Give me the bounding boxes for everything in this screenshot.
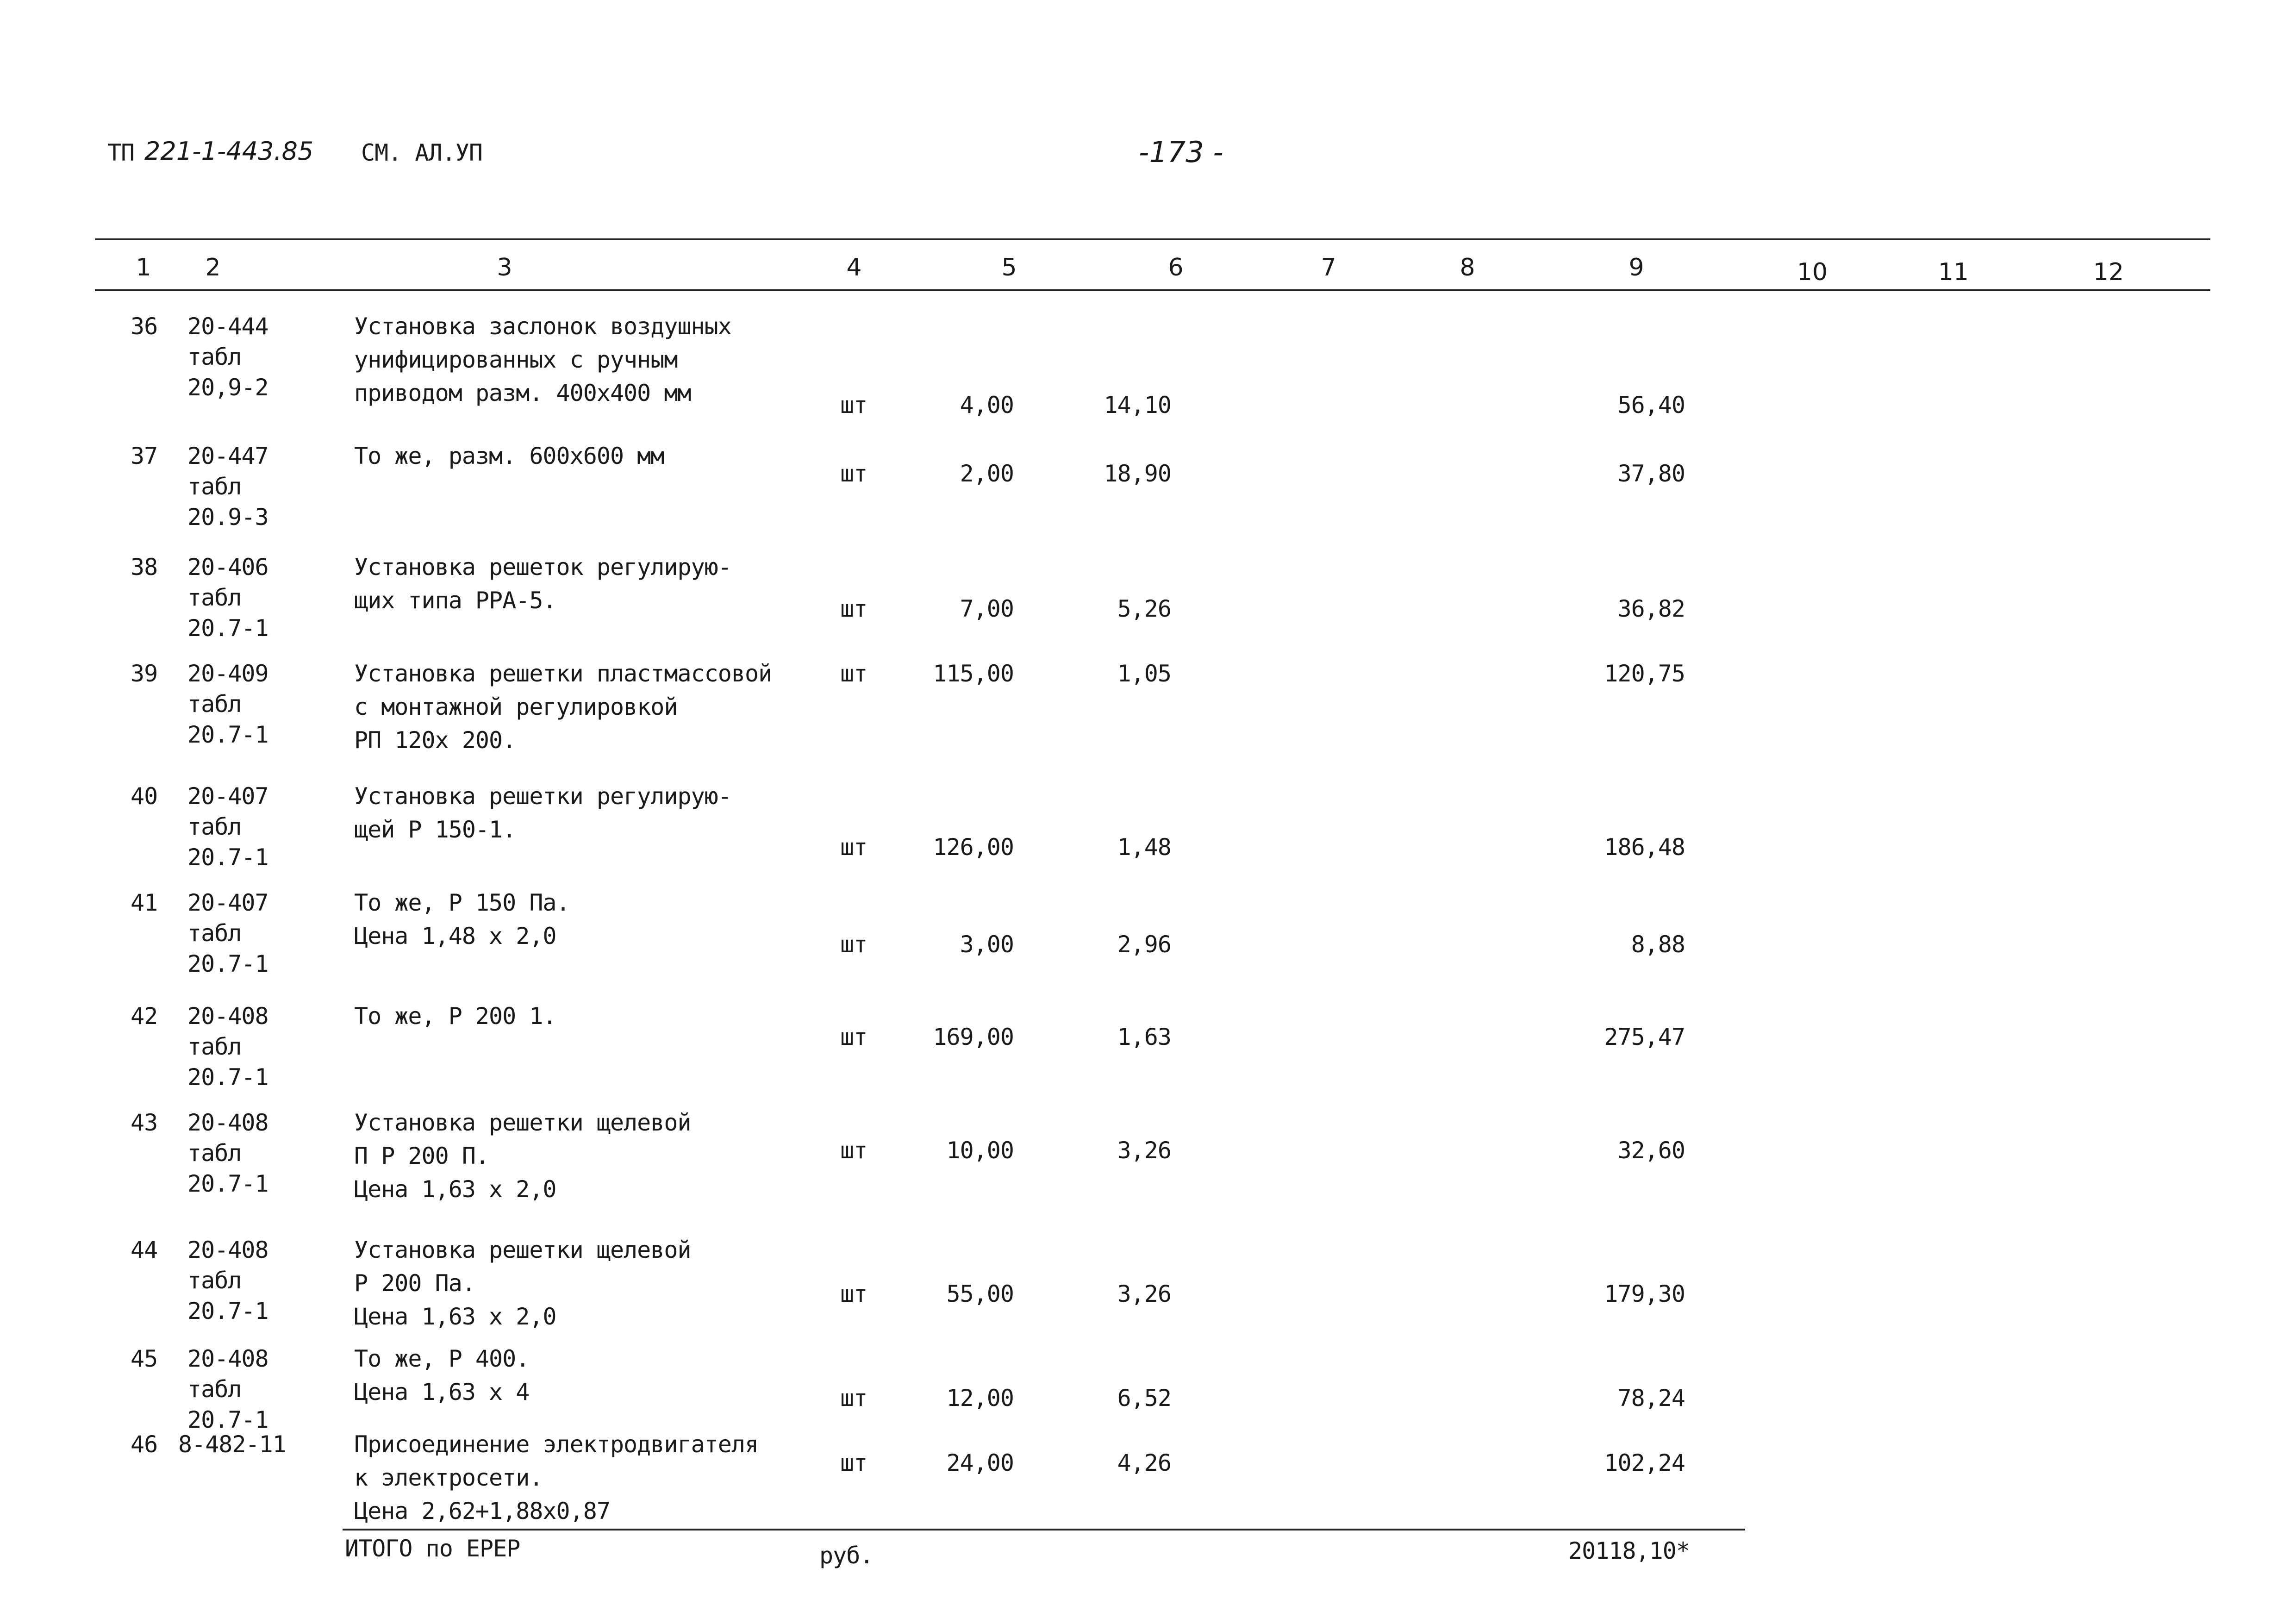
rate-code-line: 20-408 bbox=[187, 1345, 268, 1372]
unit-price-cell: 1,63 bbox=[1117, 1024, 1171, 1050]
work-description-line: Цена 1,48 х 2,0 bbox=[354, 923, 556, 949]
rate-code-line: табл bbox=[187, 1140, 242, 1167]
rate-code-line: 20.7-1 bbox=[187, 1298, 268, 1324]
row-number: 39 bbox=[131, 660, 158, 687]
rate-code-line: табл bbox=[187, 1376, 242, 1403]
unit-price-cell: 4,26 bbox=[1117, 1449, 1171, 1476]
total-cost-cell: 179,30 bbox=[1604, 1280, 1685, 1307]
column-number-4: 4 bbox=[846, 254, 862, 281]
unit-cell: шт bbox=[840, 392, 867, 418]
work-description-line: То же, разм. 600х600 мм bbox=[354, 443, 664, 469]
rate-code-line: 20.7-1 bbox=[187, 950, 268, 977]
work-description-line: То же, Р 200 1. bbox=[354, 1003, 556, 1030]
row-number: 41 bbox=[131, 889, 158, 916]
unit-cell: шт bbox=[840, 1280, 867, 1307]
unit-price-cell: 6,52 bbox=[1117, 1385, 1171, 1412]
unit-price-cell: 2,96 bbox=[1117, 931, 1171, 958]
work-description-line: Установка решетки щелевой bbox=[354, 1109, 691, 1136]
unit-cell: шт bbox=[840, 660, 867, 687]
unit-cell: шт bbox=[840, 595, 867, 622]
row-number: 45 bbox=[131, 1345, 158, 1372]
column-number-8: 8 bbox=[1460, 254, 1475, 281]
unit-price-cell: 3,26 bbox=[1117, 1280, 1171, 1307]
unit-price-cell: 18,90 bbox=[1104, 460, 1171, 487]
summary-label: ИТОГО по ЕРЕР bbox=[345, 1535, 520, 1562]
work-description-line: Цена 1,63 х 2,0 bbox=[354, 1176, 556, 1203]
quantity-cell: 115,00 bbox=[933, 660, 1014, 687]
column-number-9: 9 bbox=[1628, 254, 1644, 281]
work-description-line: щих типа РРА-5. bbox=[354, 587, 556, 614]
work-description-line: к электросети. bbox=[354, 1464, 543, 1491]
column-number-1: 1 bbox=[136, 254, 151, 281]
rate-code-line: 20-444 bbox=[187, 313, 268, 340]
unit-price-cell: 1,48 bbox=[1117, 834, 1171, 861]
quantity-cell: 7,00 bbox=[960, 595, 1014, 622]
total-cost-cell: 120,75 bbox=[1604, 660, 1685, 687]
doc-code-handwritten: 221-1-443.85 bbox=[144, 137, 314, 166]
doc-code-typed: ТП bbox=[107, 139, 135, 166]
row-number: 40 bbox=[131, 783, 158, 810]
work-description-line: Цена 1,63 х 2,0 bbox=[354, 1303, 556, 1330]
unit-cell: шт bbox=[840, 1137, 867, 1164]
rate-code-line: 20.7-1 bbox=[187, 721, 268, 748]
quantity-cell: 55,00 bbox=[946, 1280, 1014, 1307]
rate-code-line: 20-408 bbox=[187, 1109, 268, 1136]
work-description-line: Установка решетки регулирую- bbox=[354, 783, 731, 810]
unit-cell: шт bbox=[840, 460, 867, 487]
quantity-cell: 126,00 bbox=[933, 834, 1014, 861]
rate-code-line: 20-447 bbox=[187, 443, 268, 469]
column-number-12: 12 bbox=[2093, 258, 2124, 286]
section-label: СМ. АЛ.УП bbox=[361, 139, 482, 166]
total-cost-cell: 102,24 bbox=[1604, 1449, 1685, 1476]
row-number: 38 bbox=[131, 554, 158, 581]
row-number: 46 bbox=[131, 1431, 158, 1458]
unit-cell: шт bbox=[840, 1024, 867, 1050]
work-description-line: Цена 1,63 х 4 bbox=[354, 1379, 530, 1405]
unit-cell: шт bbox=[840, 931, 867, 958]
rate-code-line: табл bbox=[187, 813, 242, 840]
work-description-line: с монтажной регулировкой bbox=[354, 693, 678, 720]
unit-price-cell: 14,10 bbox=[1104, 392, 1171, 418]
total-cost-cell: 32,60 bbox=[1617, 1137, 1685, 1164]
unit-price-cell: 3,26 bbox=[1117, 1137, 1171, 1164]
unit-cell: шт bbox=[840, 1385, 867, 1412]
work-description-line: унифицированных с ручным bbox=[354, 346, 678, 373]
rate-code-line: табл bbox=[187, 1267, 242, 1294]
column-number-5: 5 bbox=[1001, 254, 1017, 281]
rate-code-line: 20.7-1 bbox=[187, 615, 268, 642]
rate-code-line: табл bbox=[187, 920, 242, 947]
row-number: 36 bbox=[131, 313, 158, 340]
rate-code-line: 20-408 bbox=[187, 1237, 268, 1263]
work-description-line: Р 200 Па. bbox=[354, 1270, 475, 1297]
work-description-line: Установка заслонок воздушных bbox=[354, 313, 731, 340]
table-top-rule bbox=[95, 238, 2210, 240]
table-header-rule bbox=[95, 289, 2210, 291]
work-description-line: Установка решетки щелевой bbox=[354, 1237, 691, 1263]
rate-code-line: табл bbox=[187, 584, 242, 611]
rate-code-line: табл bbox=[187, 1033, 242, 1060]
rate-code-line: 8-482-11 bbox=[178, 1431, 286, 1458]
quantity-cell: 2,00 bbox=[960, 460, 1014, 487]
total-cost-cell: 37,80 bbox=[1617, 460, 1685, 487]
column-number-6: 6 bbox=[1168, 254, 1184, 281]
rate-code-line: 20.9-3 bbox=[187, 504, 268, 531]
column-number-3: 3 bbox=[497, 254, 512, 281]
quantity-cell: 3,00 bbox=[960, 931, 1014, 958]
rate-code-line: 20-409 bbox=[187, 660, 268, 687]
rate-code-line: 20.7-1 bbox=[187, 1170, 268, 1197]
total-cost-cell: 186,48 bbox=[1604, 834, 1685, 861]
quantity-cell: 12,00 bbox=[946, 1385, 1014, 1412]
row-number: 37 bbox=[131, 443, 158, 469]
rate-code-line: 20,9-2 bbox=[187, 374, 268, 401]
row-number: 43 bbox=[131, 1109, 158, 1136]
work-description-line: То же, Р 400. bbox=[354, 1345, 530, 1372]
quantity-cell: 24,00 bbox=[946, 1449, 1014, 1476]
quantity-cell: 4,00 bbox=[960, 392, 1014, 418]
work-description-line: То же, Р 150 Па. bbox=[354, 889, 570, 916]
work-description-line: Установка решетки пластмассовой bbox=[354, 660, 772, 687]
unit-cell: шт bbox=[840, 834, 867, 861]
work-description-line: Цена 2,62+1,88х0,87 bbox=[354, 1498, 610, 1524]
column-number-10: 10 bbox=[1797, 258, 1828, 286]
work-description-line: П Р 200 П. bbox=[354, 1143, 489, 1169]
total-cost-cell: 8,88 bbox=[1631, 931, 1685, 958]
rate-code-line: табл bbox=[187, 344, 242, 370]
summary-rule bbox=[343, 1529, 1745, 1530]
work-description-line: приводом разм. 400х400 мм bbox=[354, 380, 691, 406]
work-description-line: щей Р 150-1. bbox=[354, 816, 516, 843]
total-cost-cell: 56,40 bbox=[1617, 392, 1685, 418]
work-description-line: Присоединение электродвигателя bbox=[354, 1431, 759, 1458]
column-number-11: 11 bbox=[1938, 258, 1969, 286]
rate-code-line: 20-407 bbox=[187, 889, 268, 916]
column-number-7: 7 bbox=[1321, 254, 1336, 281]
summary-unit: руб. bbox=[819, 1542, 873, 1569]
rate-code-line: 20-406 bbox=[187, 554, 268, 581]
unit-cell: шт bbox=[840, 1449, 867, 1476]
total-cost-cell: 275,47 bbox=[1604, 1024, 1685, 1050]
rate-code-line: 20-407 bbox=[187, 783, 268, 810]
rate-code-line: табл bbox=[187, 691, 242, 718]
row-number: 44 bbox=[131, 1237, 158, 1263]
quantity-cell: 10,00 bbox=[946, 1137, 1014, 1164]
page-number: -173 - bbox=[1139, 135, 1223, 169]
rate-code-line: 20.7-1 bbox=[187, 1406, 268, 1433]
row-number: 42 bbox=[131, 1003, 158, 1030]
quantity-cell: 169,00 bbox=[933, 1024, 1014, 1050]
rate-code-line: 20-408 bbox=[187, 1003, 268, 1030]
unit-price-cell: 1,05 bbox=[1117, 660, 1171, 687]
work-description-line: Установка решеток регулирую- bbox=[354, 554, 731, 581]
column-number-2: 2 bbox=[205, 254, 221, 281]
rate-code-line: табл bbox=[187, 473, 242, 500]
total-cost-cell: 36,82 bbox=[1617, 595, 1685, 622]
work-description-line: РП 120х 200. bbox=[354, 727, 516, 754]
rate-code-line: 20.7-1 bbox=[187, 844, 268, 871]
total-cost-cell: 78,24 bbox=[1617, 1385, 1685, 1412]
unit-price-cell: 5,26 bbox=[1117, 595, 1171, 622]
summary-total: 20118,10* bbox=[1568, 1537, 1690, 1564]
rate-code-line: 20.7-1 bbox=[187, 1064, 268, 1091]
